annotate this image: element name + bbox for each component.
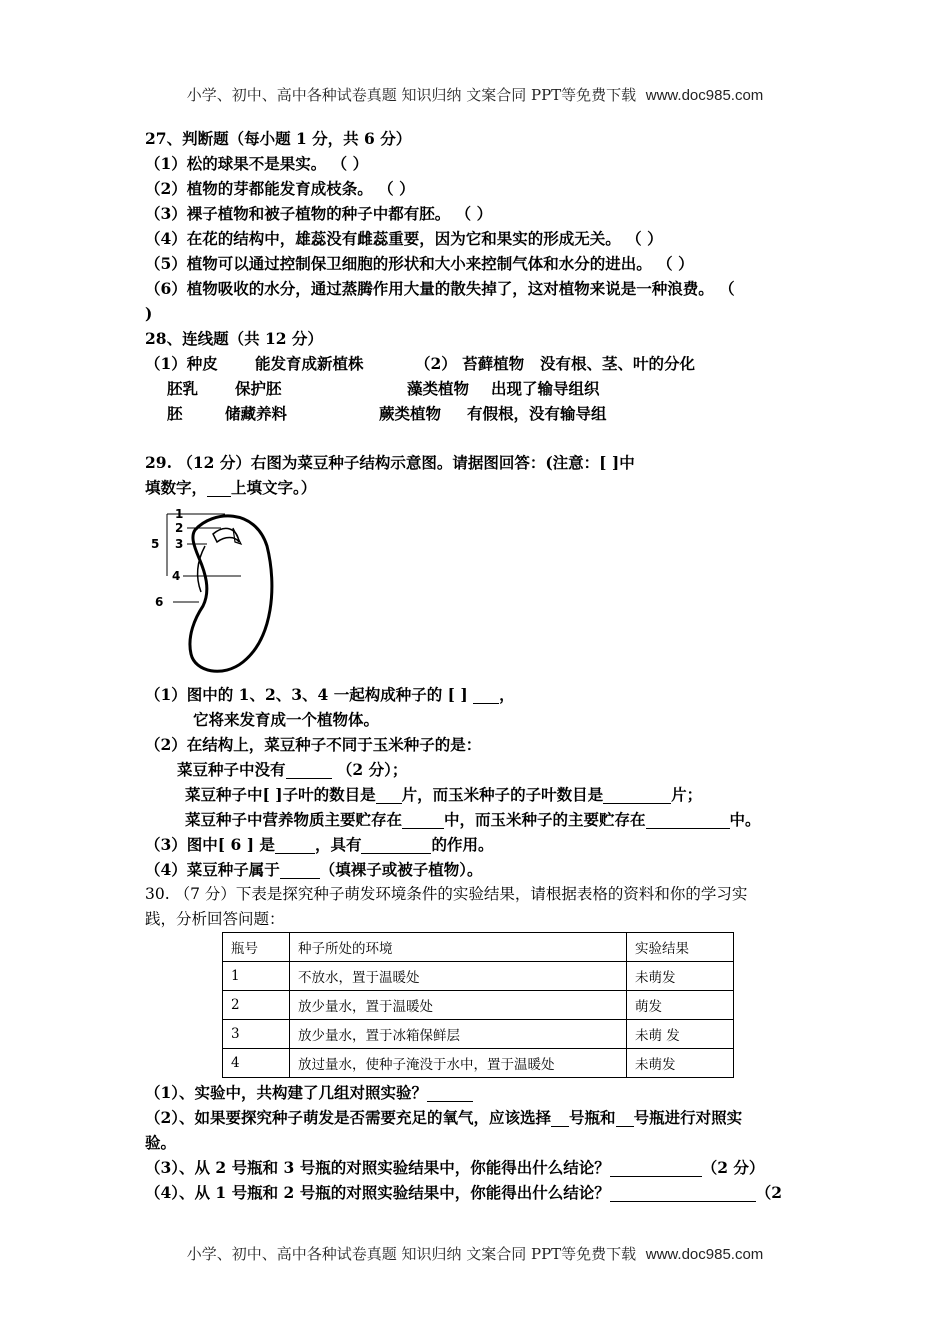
table-row	[223, 991, 734, 1020]
label-6: 6	[155, 595, 164, 609]
q30-q2: （2）、如果要探究种子萌发是否需要充足的氧气，应该选择 号瓶和 号瓶进行对照实	[145, 1108, 743, 1127]
q28-title: 28、连线题（共 12 分）	[145, 329, 323, 348]
q28-r2-b: 保护胚	[235, 379, 282, 398]
bean-seed-diagram	[145, 506, 445, 678]
blank	[427, 1084, 473, 1102]
table-cell: 未萌发	[627, 962, 734, 991]
table-row	[223, 1049, 734, 1078]
header-cell: 种子所处的环境	[290, 933, 627, 962]
table-row	[223, 1020, 734, 1049]
table-cell: 3	[223, 1020, 290, 1049]
table-cell: 1	[223, 962, 290, 991]
q28-row-1	[145, 351, 813, 376]
label-4: 4	[172, 569, 181, 583]
q28-r2-d: 出现了输导组织	[491, 379, 600, 398]
q27-title: 27、判断题（每小题 1 分，共 6 分）	[145, 129, 412, 148]
table-cell: 未萌发	[627, 1049, 734, 1078]
q28-r3-b: 储藏养料	[225, 404, 288, 423]
header-text: 小学、初中、高中各种试卷真题 知识归纳 文案合同 PPT等免费下载	[186, 86, 637, 104]
table-cell: 不放水，置于温暖处	[290, 962, 627, 991]
table-cell: 放过量水，使种子淹没于水中，置于温暖处	[290, 1049, 627, 1078]
q30-title-2: 践，分析回答问题：	[145, 910, 285, 928]
q28-row-2	[145, 376, 813, 401]
footer-text: 小学、初中、高中各种试卷真题 知识归纳 文案合同 PPT等免费下载	[186, 1245, 637, 1263]
label-3: 3	[175, 537, 184, 551]
page-header	[0, 84, 950, 105]
blank	[603, 786, 671, 804]
blank	[610, 1159, 702, 1177]
q27-item-4: （4）在花的结构中，雄蕊没有雌蕊重要，因为它和果实的形成无关。 （ ）	[145, 229, 663, 248]
q29-title-2: 填数字， 上填文字。）	[145, 478, 317, 497]
q28-r3-d: 有假根，没有输导组	[467, 404, 607, 423]
label-2: 2	[175, 521, 184, 535]
q28-r1-b: 能发育成新植株	[255, 354, 364, 373]
experiment-table	[222, 932, 734, 1078]
label-5: 5	[151, 537, 160, 551]
content	[145, 126, 813, 1205]
q30-title: 30. （7 分）下表是探究种子萌发环境条件的实验结果，请根据表格的资料和你的学习实	[145, 885, 748, 903]
q29-p2a: 菜豆种子中没有 （2 分）；	[177, 760, 408, 779]
table-cell: 2	[223, 991, 290, 1020]
header-url: www.doc985.com	[645, 87, 764, 104]
q27-item-5: （5）植物可以通过控制保卫细胞的形状和大小来控制气体和水分的进出。 （ ）	[145, 254, 694, 273]
blank	[616, 1109, 634, 1127]
table-cell: 萌发	[627, 991, 734, 1020]
q30-q3: （3）、从 2 号瓶和 3 号瓶的对照实验结果中，你能得出什么结论？ （2 分）	[145, 1158, 765, 1177]
page-footer	[0, 1243, 950, 1264]
blank	[473, 686, 499, 704]
table-cell: 4	[223, 1049, 290, 1078]
q28-r1-c: （2） 苔藓植物	[415, 354, 525, 373]
blank	[610, 1184, 756, 1202]
blank	[402, 811, 444, 829]
q30-q2-end: 验。	[145, 1133, 177, 1152]
q28-r3-c: 蕨类植物	[379, 404, 442, 423]
q27-item-1: （1）松的球果不是果实。 （ ）	[145, 154, 369, 173]
table-cell: 放少量水，置于温暖处	[290, 991, 627, 1020]
header-cell: 实验结果	[627, 933, 734, 962]
q29-p2b: 菜豆种子中[ ]子叶的数目是 片，而玉米种子的子叶数目是 片；	[185, 785, 703, 804]
blank	[361, 836, 431, 854]
q28-r1-d: 没有根、茎、叶的分化	[540, 354, 696, 373]
q29-p4: （4）菜豆种子属于 （填裸子或被子植物）。	[145, 860, 483, 879]
q28-r3-a: 胚	[167, 404, 183, 423]
blank	[207, 479, 231, 497]
q28-r2-c: 藻类植物	[407, 379, 470, 398]
header-cell: 瓶号	[223, 933, 290, 962]
q29-p2: （2）在结构上，菜豆种子不同于玉米种子的是：	[145, 735, 482, 754]
q28-row-3	[145, 401, 813, 426]
blank	[275, 836, 315, 854]
q29-p1: （1）图中的 1、2、3、4 一起构成种子的 [ ] ，	[145, 685, 515, 704]
blank	[280, 861, 320, 879]
q30-q4: （4）、从 1 号瓶和 2 号瓶的对照实验结果中，你能得出什么结论？ （2	[145, 1183, 782, 1202]
table-row	[223, 962, 734, 991]
q29-p1c: 它将来发育成一个植物体。	[193, 710, 380, 729]
q29-p2c: 菜豆种子中营养物质主要贮存在 中，而玉米种子的主要贮存在 中。	[185, 810, 761, 829]
blank	[551, 1109, 569, 1127]
blank	[646, 811, 730, 829]
blank	[376, 786, 402, 804]
q30-q1: （1）、实验中，共构建了几组对照实验？	[145, 1080, 813, 1105]
q27-item-2: （2）植物的芽都能发育成枝条。 （ ）	[145, 179, 415, 198]
table-cell: 放少量水，置于冰箱保鲜层	[290, 1020, 627, 1049]
q29-title: 29. （12 分）右图为菜豆种子结构示意图。请据图回答：(注意：[ ]中	[145, 453, 635, 472]
table-cell: 未萌 发	[627, 1020, 734, 1049]
q27-item-6-end: )	[145, 304, 153, 323]
q28-r1-a: （1）种皮	[145, 354, 218, 373]
blank	[286, 761, 332, 779]
footer-url: www.doc985.com	[645, 1246, 764, 1263]
bean-seed-svg	[145, 506, 445, 678]
q29-p3: （3）图中[ 6 ] 是 ，具有 的作用。	[145, 835, 494, 854]
label-1: 1	[175, 507, 184, 521]
q27-item-3: （3）裸子植物和被子植物的种子中都有胚。 （ ）	[145, 204, 493, 223]
q27-item-6: （6）植物吸收的水分，通过蒸腾作用大量的散失掉了，这对植物来说是一种浪费。 （	[145, 279, 735, 298]
table-header-row	[223, 933, 734, 962]
q28-r2-a: 胚乳	[167, 379, 199, 398]
